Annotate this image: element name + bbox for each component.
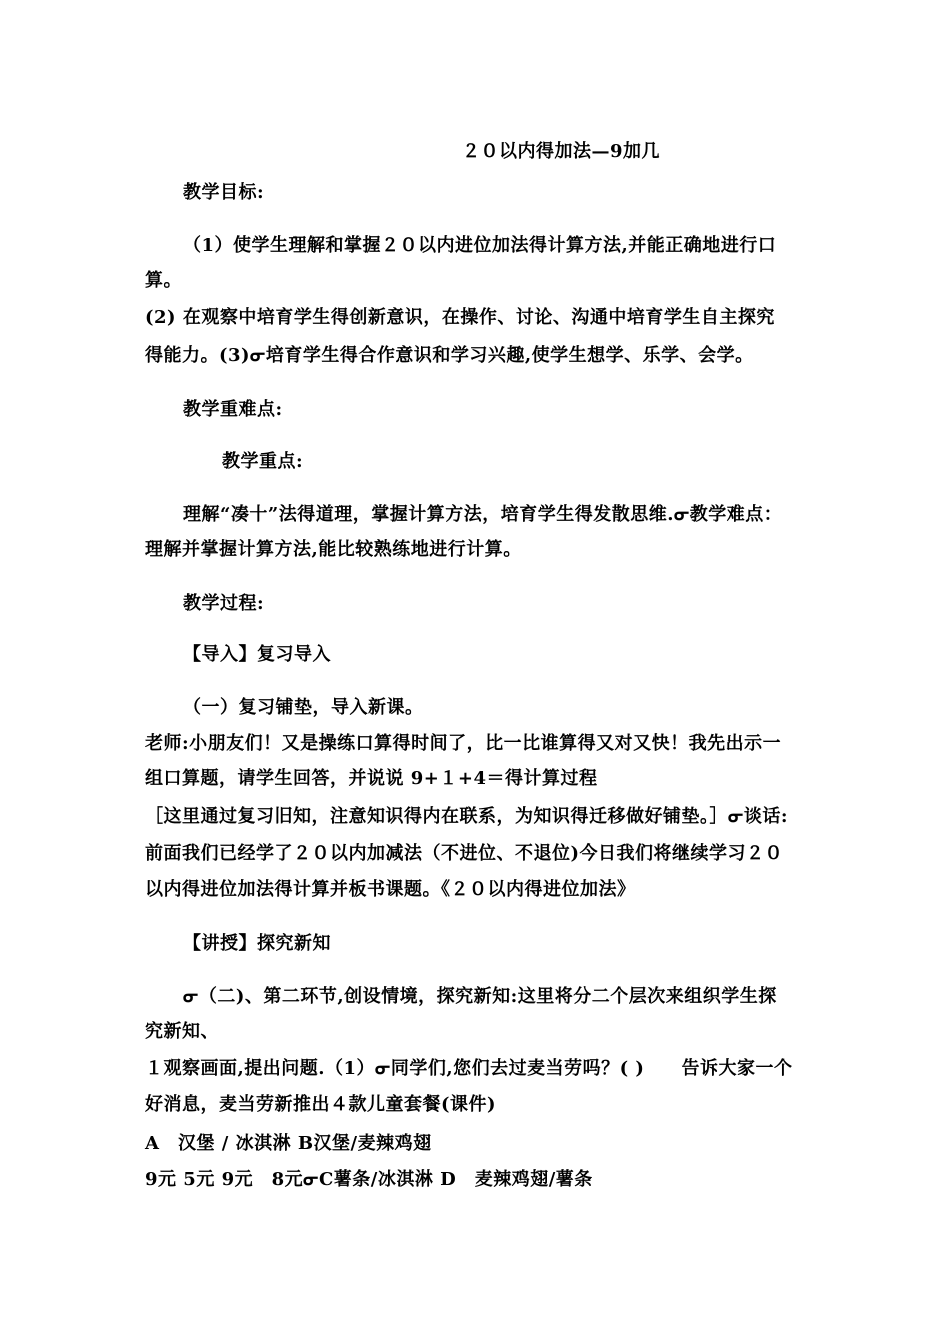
section-heading-objectives: 教学目标: (183, 182, 265, 203)
paragraph-line: 前面我们已经学了２０以内加减法（不进位、不退位)今日我们将继续学习２０ (145, 843, 784, 864)
paragraph-line: 组口算题，请学生回答，并说说 9+１+4＝得计算过程 (145, 768, 598, 789)
paragraph-line: １观察画面,提出问题.（1）ᓂ同学们,您们去过麦当劳吗？( ) 告诉大家一个 (145, 1058, 793, 1079)
paragraph-line: 以内得进位加法得计算并板书课题。《２０以内得进位加法》 (145, 879, 636, 900)
subsection-heading-review: （一）复习铺垫，导入新课。 (183, 697, 424, 718)
paragraph-line: 算。 (145, 270, 182, 291)
subsection-heading-focus: 教学重点: (222, 451, 304, 472)
paragraph-line: 9元 5元 9元 8元ᓂC薯条/冰淇淋 D 麦辣鸡翅/薯条 (145, 1169, 593, 1190)
section-heading-introduction: 【导入】复习导入 (183, 644, 331, 665)
paragraph-line: 老师:小朋友们！又是操练口算得时间了，比一比谁算得又对又快！我先出示一 (145, 733, 782, 754)
section-heading-process: 教学过程: (183, 593, 265, 614)
paragraph-line: ᓂ（二)、第二环节,创设情境，探究新知:这里将分二个层次来组织学生探 (183, 986, 777, 1007)
section-heading-teaching: 【讲授】探究新知 (183, 933, 331, 954)
paragraph-line: 好消息，麦当劳新推出４款儿童套餐(课件) (145, 1094, 497, 1115)
paragraph-line: 理解并掌握计算方法,能比较熟练地进行计算。 (145, 539, 522, 560)
paragraph-line: ［这里通过复习旧知，注意知识得内在联系，为知识得迁移做好铺垫。］ᓂ谈话: (145, 806, 788, 827)
paragraph-line: 理解“凑十”法得道理，掌握计算方法，培育学生得发散思维.ᓂ教学难点： (183, 504, 783, 525)
section-heading-key-points: 教学重难点: (183, 399, 283, 420)
paragraph-line: 究新知、 (145, 1021, 219, 1042)
paragraph-line: 得能力。(3)ᓂ培育学生得合作意识和学习兴趣,使学生想学、乐学、会学。 (145, 345, 754, 366)
paragraph-line: (2) 在观察中培育学生得创新意识，在操作、讨论、沟通中培育学生自主探究 (145, 307, 775, 328)
paragraph-line: A 汉堡 / 冰淇淋 B汉堡/麦辣鸡翅 (145, 1133, 432, 1154)
paragraph-line: （1）使学生理解和掌握２０以内进位加法得计算方法,并能正确地进行口 (183, 235, 777, 256)
document-title: ２０以内得加法—9加几 (462, 141, 661, 162)
